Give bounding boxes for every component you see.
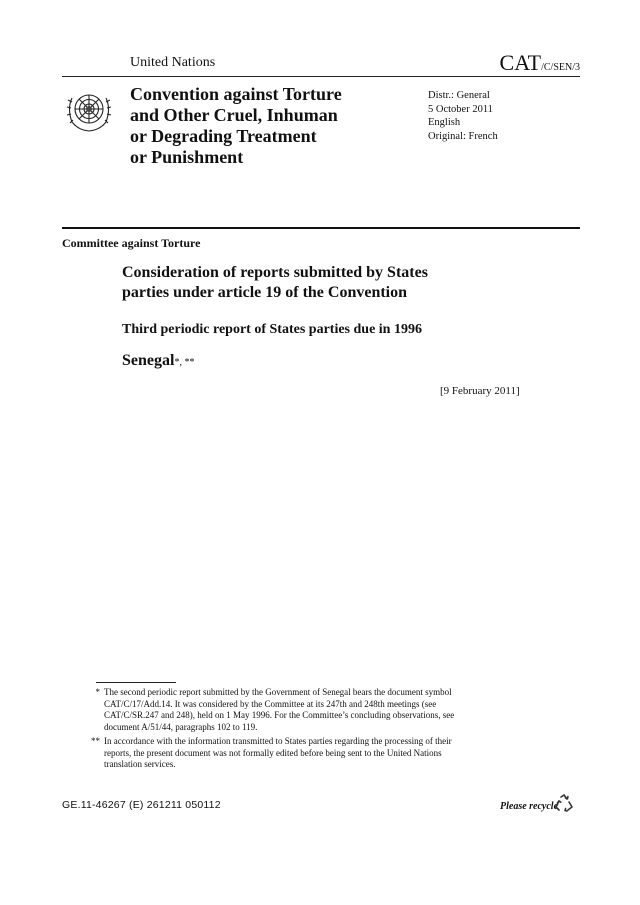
footnote-line: reports, the present document was not formally edited before being sent to the United Nations	[104, 747, 442, 758]
organization-name: United Nations	[130, 55, 216, 70]
document-symbol	[500, 50, 580, 76]
footnote-line: CAT/C/SR.247 and 248), held on 1 May 1996. For the Committee’s concluding observations, see	[104, 710, 455, 720]
distribution-original: Original: French	[428, 130, 498, 142]
document-title-line: parties under article 19 of the Convention	[122, 284, 408, 301]
recycle-icon	[553, 793, 575, 815]
country-heading	[122, 352, 194, 370]
footnote-2	[91, 736, 504, 771]
footnote-marks: *, **	[174, 357, 195, 368]
footnote-mark: *	[95, 687, 100, 697]
footnote-line: In accordance with the information transmitted to States parties regarding the processing of their	[104, 736, 452, 746]
footnote-mark: **	[91, 736, 100, 746]
country-name: Senegal	[122, 352, 175, 369]
footnote-rule	[96, 682, 176, 683]
header-rule	[62, 76, 580, 77]
document-title-line: Consideration of reports submitted by States	[122, 264, 428, 281]
document-symbol-suffix: /C/SEN/3	[541, 62, 580, 73]
convention-title-line: or Degrading Treatment	[130, 126, 317, 146]
document-symbol-main: CAT	[499, 50, 542, 75]
footnote-line: CAT/C/17/Add.14. It was considered by the Committee at its 247th and 248th meetings (see	[104, 698, 437, 709]
convention-title-line: or Punishment	[130, 147, 244, 167]
footnote-line: document A/51/44, paragraphs 102 to 119.	[104, 721, 258, 732]
report-date: [9 February 2011]	[440, 385, 520, 397]
recycle-label: Please recycle	[500, 801, 559, 812]
committee-name: Committee against Torture	[62, 236, 201, 250]
convention-title-line: Convention against Torture	[130, 84, 342, 104]
convention-title	[130, 84, 370, 168]
section-rule	[62, 227, 580, 229]
un-emblem-icon	[64, 84, 114, 134]
convention-title-line: and Other Cruel, Inhuman	[130, 105, 338, 125]
distribution-type: Distr.: General	[428, 90, 490, 101]
document-title	[122, 263, 542, 303]
distribution-language: English	[428, 117, 461, 128]
footnote-line: translation services.	[104, 759, 176, 769]
job-number: GE.11-46267 (E) 261211 050112	[62, 799, 221, 811]
document-subtitle: Third periodic report of States parties due in 1996	[122, 322, 422, 337]
footnote-line: The second periodic report submitted by the Government of Senegal bears the document symbol	[104, 687, 452, 697]
distribution-date: 5 October 2011	[428, 103, 493, 115]
distribution-info	[428, 89, 498, 143]
footnote-1	[95, 687, 504, 733]
